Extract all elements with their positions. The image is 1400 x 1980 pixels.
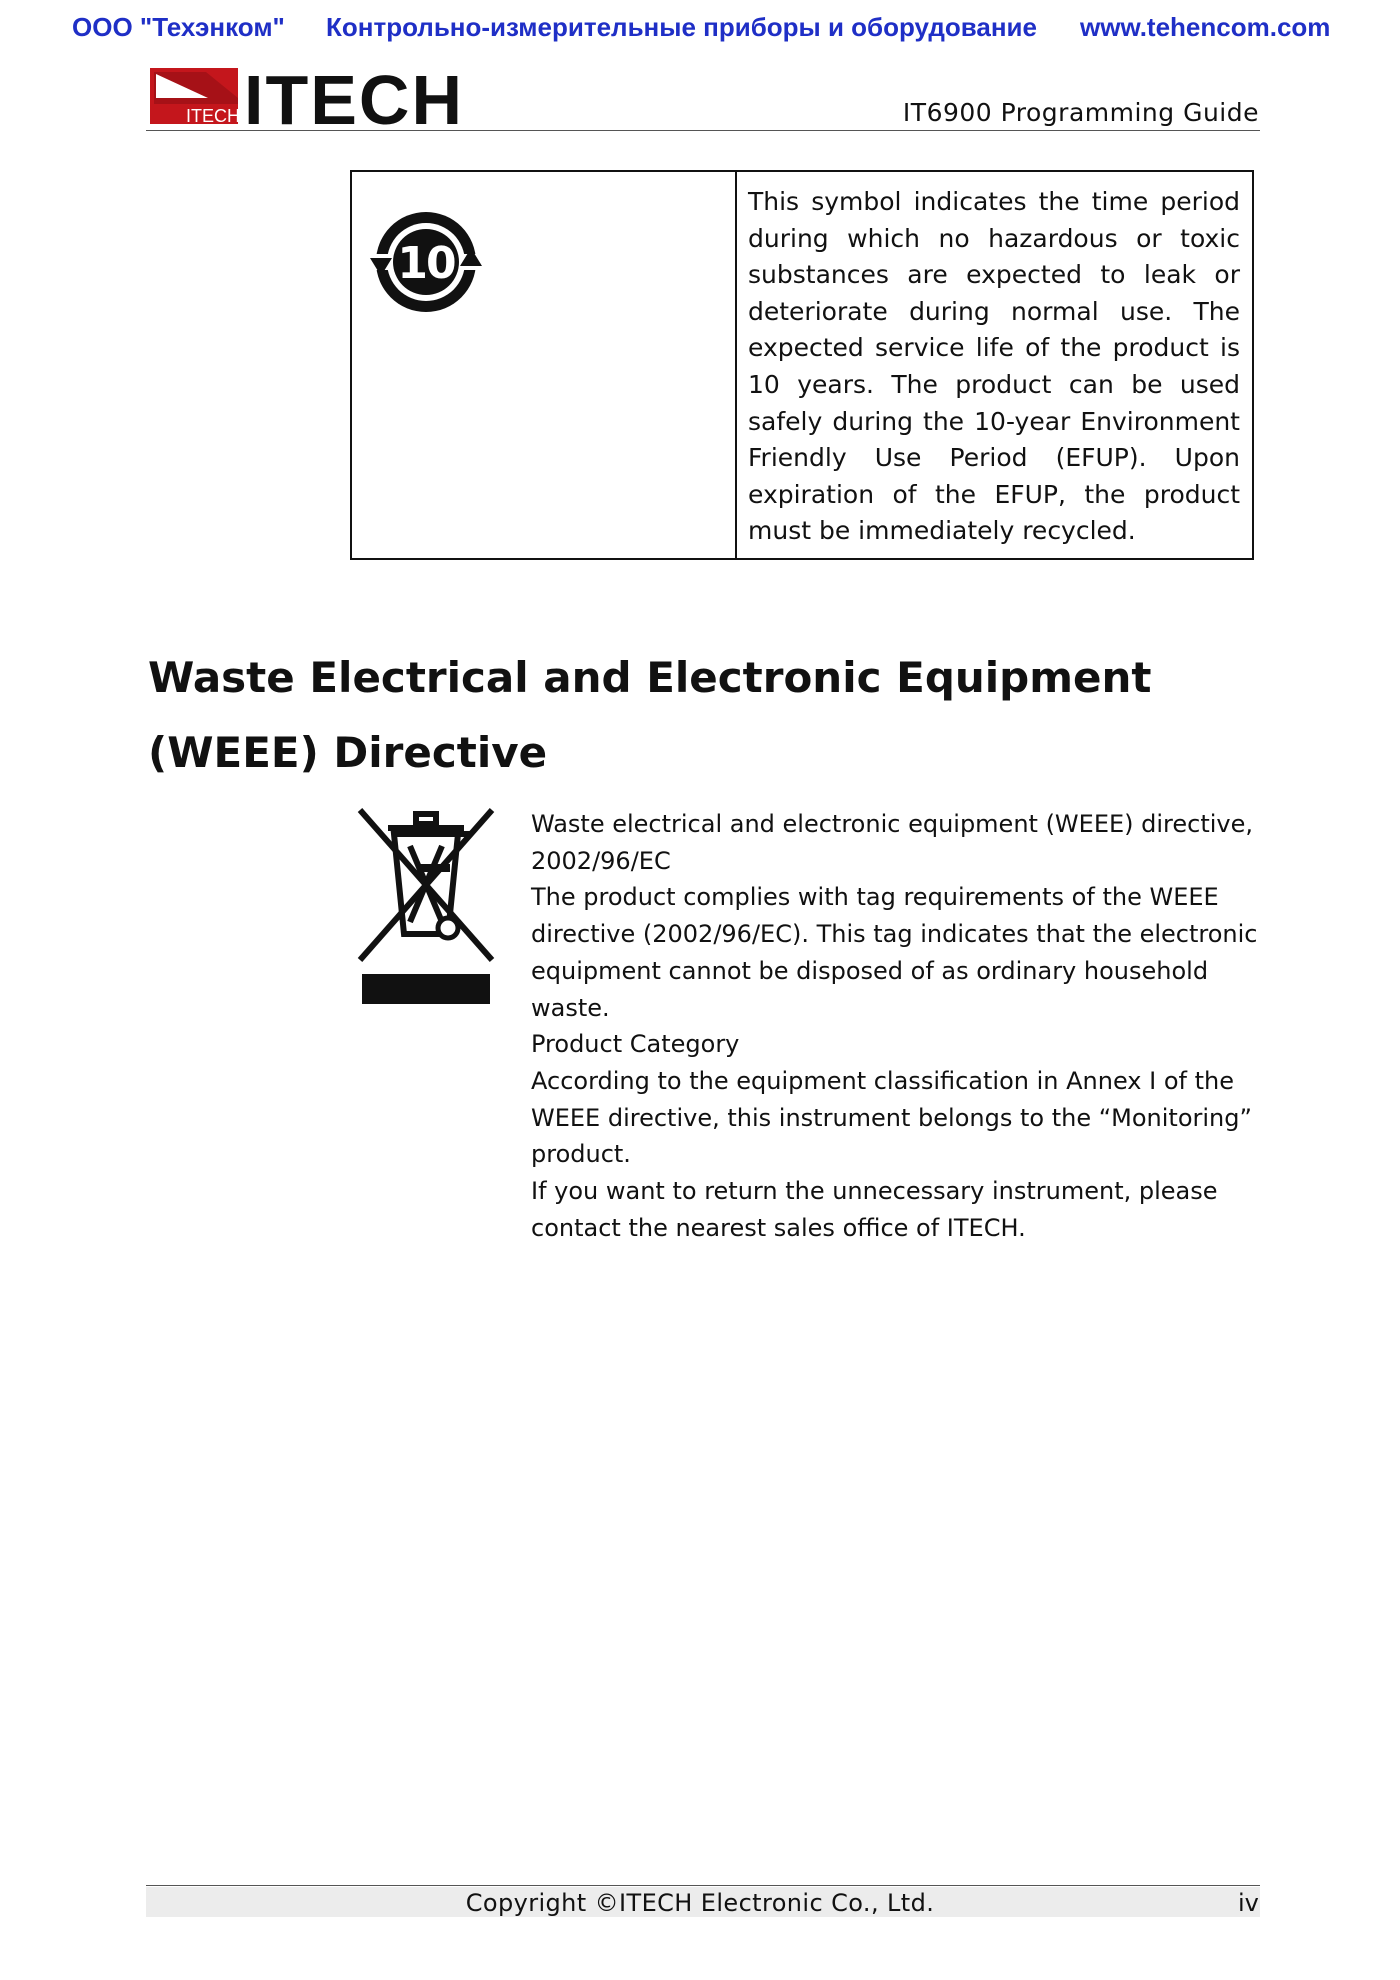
header-divider [146,130,1260,131]
weee-paragraph-compliance: The product complies with tag requirements of the WEEE directive (2002/96/EC). This tag indicates that the electronic equipment cannot be disposed of as ordinary household waste. [531,883,1258,1022]
weee-paragraph-contact: If you want to return the unnecessary instrument, please contact the nearest sales office of ITECH. [531,1177,1218,1242]
table-column-divider [735,172,737,558]
logo-small-text: ITECH [186,106,240,126]
efup-table [350,170,1254,560]
efup-description: This symbol indicates the time period during which no hazardous or toxic substances are expected to leak or deteriorate during normal use. The expected service life of the product is 10 years. The product can be used safely during the 10-year Environment Friendly Use Period (EFUP). Upon expiration of the EFUP, the product must be immediately recycled. [748,187,1240,546]
weee-paragraph-classification: According to the equipment classification in Annex I of the WEEE directive, this instrument belongs to the “Monitoring” product. [531,1066,1252,1169]
page-number: iv [1238,1889,1259,1917]
logo-wordmark: ITECH [244,64,464,130]
footer-copyright: Copyright ©ITECH Electronic Co., Ltd. [465,1889,935,1917]
weee-paragraph-directive: Waste electrical and electronic equipment (WEEE) directive, 2002/96/EC [531,810,1254,875]
guide-title: IT6900 Programming Guide [902,98,1259,127]
footer-divider [146,1885,1260,1886]
crossed-out-wheelie-bin-icon [348,804,504,1004]
weee-paragraph-category-heading: Product Category [531,1030,740,1059]
top-banner [0,12,1400,52]
banner-company: ООО "Техэнком" [72,12,285,42]
section-heading: Waste Electrical and Electronic Equipment (WEEE) Directive [148,653,1152,777]
efup-10-year-icon [366,202,486,322]
efup-symbol-label: 10 [397,238,455,289]
itech-logo [146,64,476,130]
banner-website[interactable]: www.tehencom.com [1080,12,1331,42]
banner-tagline: Контрольно-измерительные приборы и оборудование [326,12,1037,42]
weee-text [531,806,1261,1246]
